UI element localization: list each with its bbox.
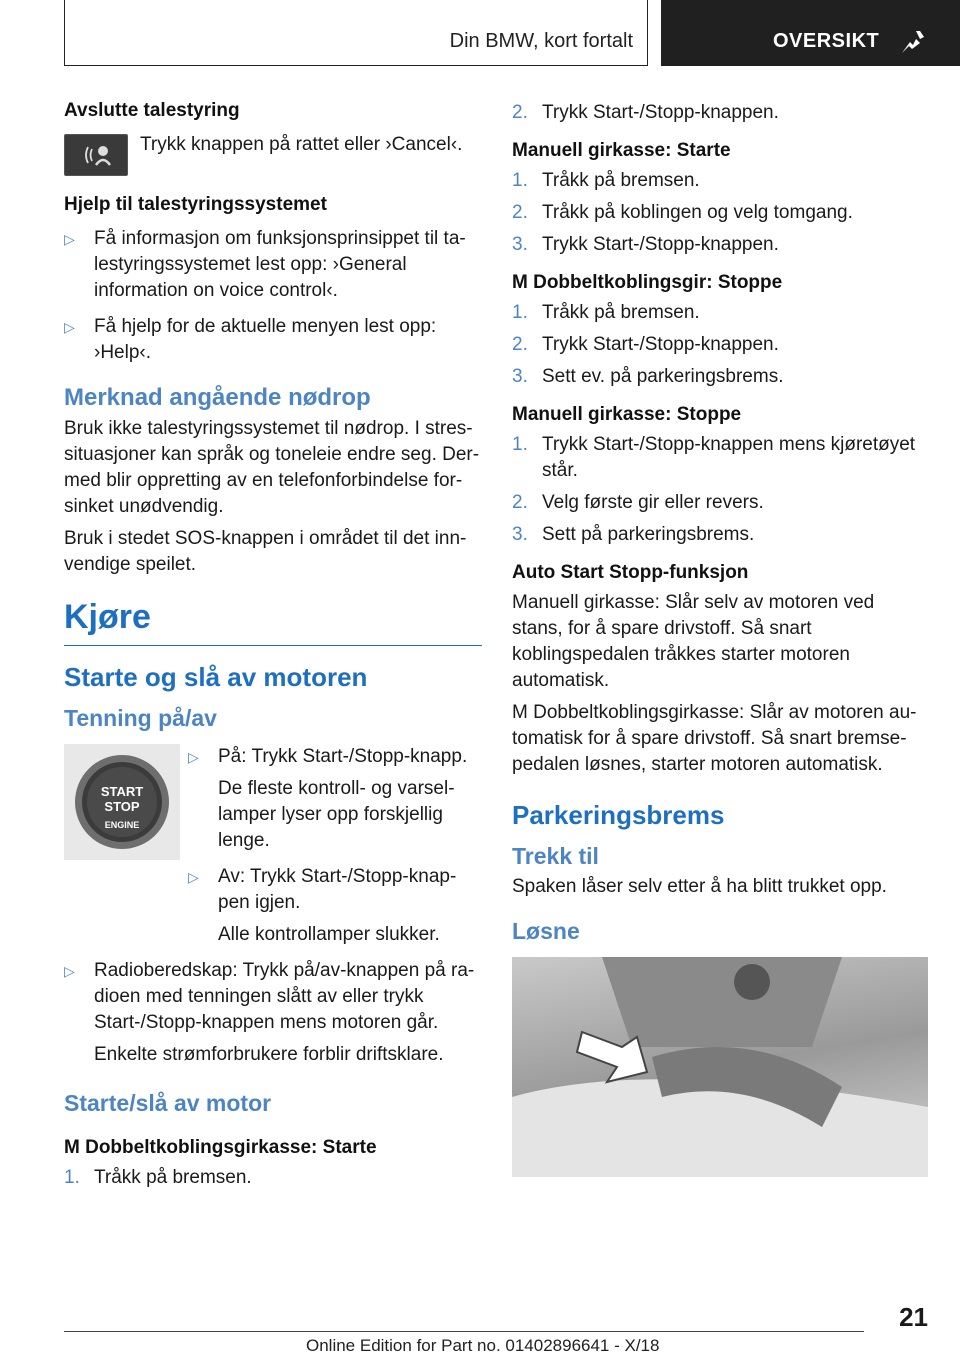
list-item: 3. Trykk Start-/Stopp-knappen. <box>512 234 779 255</box>
list-item: ▷ Få hjelp for de aktuelle menyen lest opp: ›Help‹. <box>64 316 437 363</box>
list-item: ▷ På: Trykk Start-/Stopp-knapp. De fleste kontroll- og varsel-lamper lyser opp forskjellig lenge. <box>188 746 468 851</box>
help-heading: Hjelp til talestyringssystemet <box>64 194 327 215</box>
manual-start-heading: Manuell girkasse: Starte <box>512 140 731 161</box>
emergency-p2: Bruk i stedet SOS-knappen i området til det inn-vendige speilet. <box>64 528 467 575</box>
header-section[interactable] <box>661 0 960 66</box>
engine-heading: Starte og slå av motoren <box>64 662 368 692</box>
column-left <box>64 100 482 1203</box>
svg-text:STOP: STOP <box>104 799 140 814</box>
pull-text: Spaken låser selv etter å ha blitt trukket opp. <box>512 876 887 897</box>
list-item: 1. Trykk Start-/Stopp-knappen mens kjøretøyet står. <box>512 434 916 481</box>
auto-p1: Manuell girkasse: Slår selv av motoren ved stans, for å spare drivstoff. Så snart koblingspedalen tråkkes starter motoren automatisk. <box>512 592 875 691</box>
list-item: 2. Velg første gir eller revers. <box>512 492 764 513</box>
footer-edition: Online Edition for Part no. 01402896641 - X/18 <box>306 1336 660 1355</box>
footer-divider <box>64 1331 864 1332</box>
pull-heading: Trekk til <box>512 843 599 869</box>
start-stop-button-image <box>64 744 180 860</box>
release-heading: Løsne <box>512 918 580 944</box>
triangle-bullet-icon: ▷ <box>64 319 75 335</box>
emergency-heading: Merknad angående nødrop <box>64 384 371 411</box>
wrench-bolt-icon <box>898 27 928 57</box>
parking-heading: Parkeringsbrems <box>512 800 725 830</box>
triangle-bullet-icon: ▷ <box>64 963 75 979</box>
svg-text:START: START <box>100 784 144 799</box>
page-number: 21 <box>899 1302 928 1332</box>
list-item: 3. Sett på parkeringsbrems. <box>512 524 755 545</box>
chapter-title: Din BMW, kort fortalt <box>449 30 633 52</box>
list-item: 1. Tråkk på bremsen. <box>512 302 700 323</box>
end-voice-heading: Avslutte talestyring <box>64 100 240 121</box>
list-item: ▷ Av: Trykk Start-/Stopp-knap-pen igjen. Alle kontrollamper slukker. <box>188 866 457 945</box>
column-right <box>512 100 930 1177</box>
manual-stop-heading: Manuell girkasse: Stoppe <box>512 404 742 425</box>
triangle-bullet-icon: ▷ <box>64 231 75 247</box>
triangle-bullet-icon: ▷ <box>188 869 199 885</box>
list-item: 1. Tråkk på bremsen. <box>64 1167 252 1188</box>
svg-text:ENGINE: ENGINE <box>104 820 140 830</box>
ignition-heading: Tenning på/av <box>64 705 217 731</box>
list-item: 2. Trykk Start-/Stopp-knappen. <box>512 102 779 123</box>
handbrake-image <box>512 957 928 1177</box>
header-chapter <box>64 0 648 66</box>
list-item: 2. Trykk Start-/Stopp-knappen. <box>512 334 779 355</box>
end-voice-text: Trykk knappen på rattet eller ›Cancel‹. <box>140 134 463 155</box>
startstop-heading: Starte/slå av motor <box>64 1090 272 1116</box>
list-item: 1. Tråkk på bremsen. <box>512 170 700 191</box>
dct-start-heading: M Dobbeltkoblingsgirkasse: Starte <box>64 1137 377 1158</box>
auto-heading: Auto Start Stopp-funksjon <box>512 562 749 583</box>
voice-button-icon <box>64 134 128 176</box>
list-item: 3. Sett ev. på parkeringsbrems. <box>512 366 784 387</box>
list-item: ▷ Få informasjon om funksjonsprinsippet til ta-lestyringssystemet lest opp: ›General information on voice control‹. <box>64 228 466 301</box>
list-item: 2. Tråkk på koblingen og velg tomgang. <box>512 202 853 223</box>
auto-p2: M Dobbeltkoblingsgirkasse: Slår av motoren au-tomatisk for å spare drivstoff. Så snart bremse-pedalen løsnes, starter motoren automatisk. <box>512 702 917 775</box>
emergency-p1: Bruk ikke talestyringssystemet til nødrop. I stres-situasjoner kan språk og toneleie endre seg. Der-med blir oppretting av en telefonforbindelse for-sinket unødvendig. <box>64 418 480 517</box>
help-list <box>64 226 482 366</box>
drive-heading: Kjøre <box>64 598 482 646</box>
dct-stop-heading: M Dobbeltkoblingsgir: Stoppe <box>512 272 783 293</box>
triangle-bullet-icon: ▷ <box>188 749 199 765</box>
list-item: ▷ Radioberedskap: Trykk på/av-knappen på ra-dioen med tenningen slått av eller trykk Start-/Stopp-knappen mens motoren går. Enkelte strømforbrukere forblir driftsklare. <box>64 960 475 1065</box>
section-title: OVERSIKT <box>773 30 880 52</box>
